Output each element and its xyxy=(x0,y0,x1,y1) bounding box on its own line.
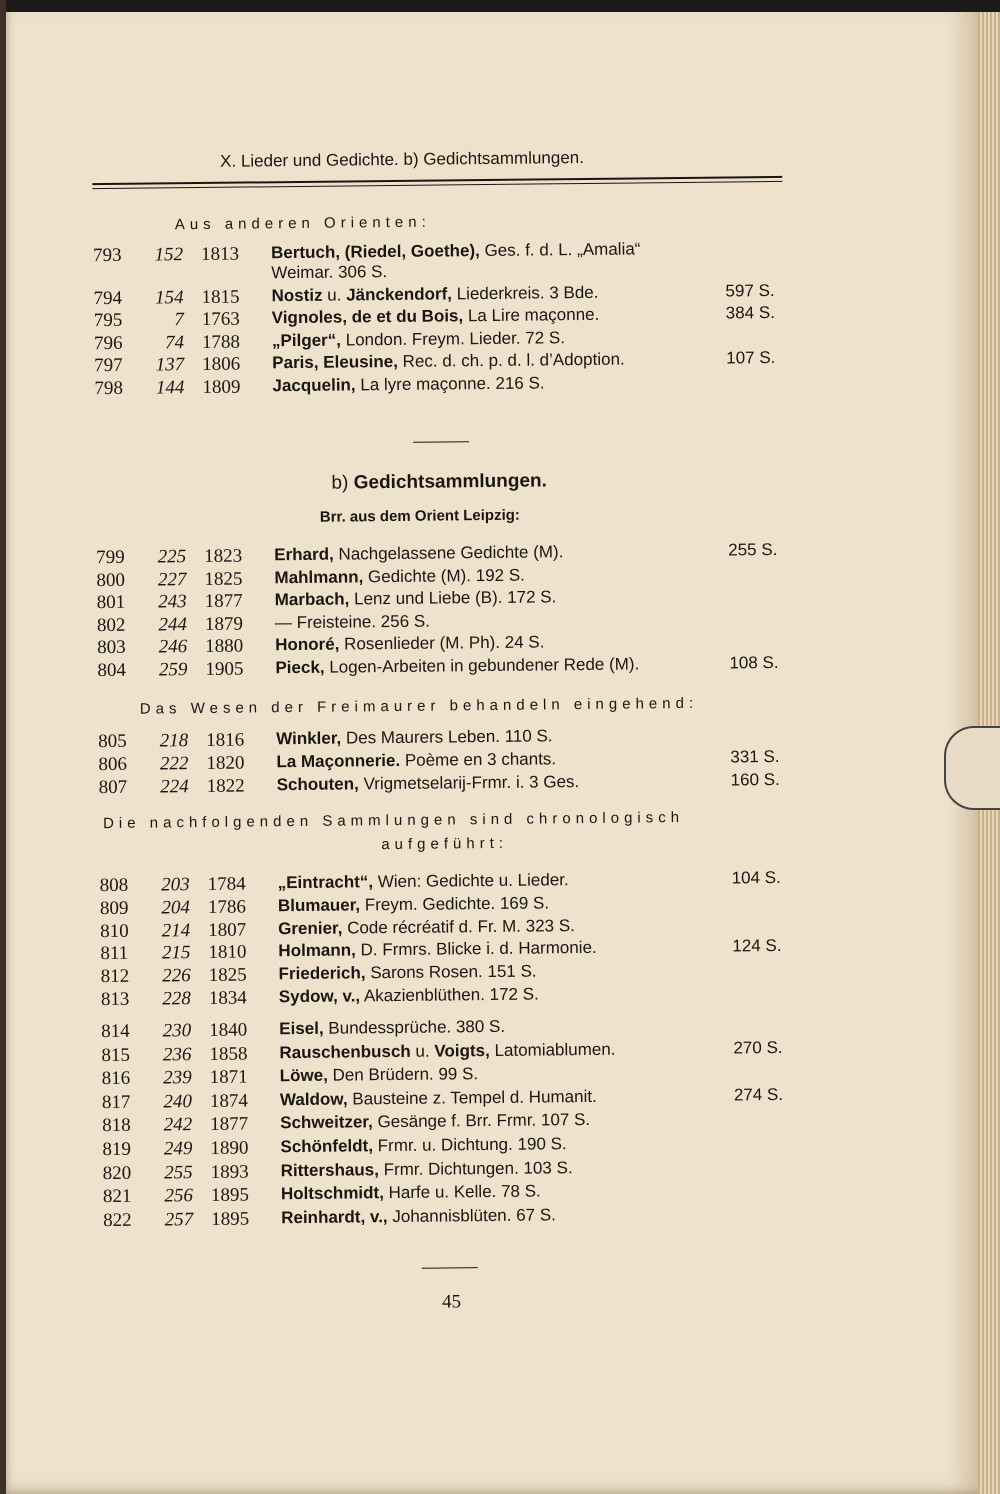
entry-text xyxy=(278,870,569,893)
entry-reference: 203 xyxy=(161,874,190,896)
entry-year: 1806 xyxy=(202,353,241,376)
entry-number: 816 xyxy=(101,1067,131,1090)
entry-number: 817 xyxy=(101,1091,131,1113)
entry-number: 815 xyxy=(101,1044,131,1066)
entry-title: Akazienblüthen. 172 S. xyxy=(360,984,539,1006)
index-tab xyxy=(944,726,1000,810)
entry-title: Rosenlieder (M. Ph). 24 S. xyxy=(339,632,545,654)
entry-reference: 137 xyxy=(155,354,185,376)
entry-title: Des Maurers Leben. 110 S. xyxy=(341,726,553,748)
entry-number: 801 xyxy=(96,592,126,614)
entry-text xyxy=(275,654,639,678)
entry-reference: 226 xyxy=(162,965,191,987)
entry-title: Bundessprüche. 380 S. xyxy=(323,1016,506,1038)
entry-author: La Maçonnerie. xyxy=(276,750,401,772)
book-spine xyxy=(0,0,6,1494)
entry-title: Logen-Arbeiten in gebundener Rede (M). xyxy=(324,654,640,677)
entry-title: Den Brüdern. 99 S. xyxy=(327,1064,479,1085)
entry-number: 800 xyxy=(96,569,126,591)
entry-text xyxy=(280,1110,590,1133)
entry-reference: 215 xyxy=(161,942,191,964)
entry-reference: 249 xyxy=(163,1138,193,1160)
entry-year: 1825 xyxy=(208,964,247,987)
entry-title: Poème en 3 chants. xyxy=(400,749,557,770)
entry-year: 1879 xyxy=(204,613,244,635)
entry-text xyxy=(271,282,598,305)
entry-author: Marbach, xyxy=(274,589,350,610)
entry-reference: 152 xyxy=(154,244,184,266)
entry-text xyxy=(276,726,553,749)
entry-text xyxy=(272,305,600,328)
entry-title: London. Freym. Lieder. 72 S. xyxy=(340,327,566,350)
entry-text xyxy=(275,611,430,633)
entry-text xyxy=(279,985,539,1008)
entry-year: 1823 xyxy=(204,545,243,567)
entry-reference: 230 xyxy=(162,1020,192,1042)
entry-title: Lenz und Liebe (B). 172 S. xyxy=(349,587,557,609)
page-number: 45 xyxy=(441,1291,462,1313)
entry-text xyxy=(278,938,597,961)
entry-text xyxy=(271,239,641,263)
entry-text xyxy=(275,587,557,610)
section-title xyxy=(331,470,547,494)
section-subtitle: Brr. aus dem Orient Leipzig: xyxy=(319,506,520,526)
entry-number: 806 xyxy=(98,753,128,776)
entry-text xyxy=(276,749,556,772)
entry-author: „Eintracht“, xyxy=(277,872,374,893)
entry-reference: 225 xyxy=(157,546,187,568)
entry-title: Freym. Gedichte. 169 S. xyxy=(360,893,550,915)
entry-continuation: Weimar. 306 S. xyxy=(271,262,388,283)
entry-year: 1825 xyxy=(204,568,243,590)
entry-author: Erhard, xyxy=(274,544,334,565)
entry-year: 1784 xyxy=(207,873,246,895)
entry-number: 805 xyxy=(98,730,127,753)
entry-number: 803 xyxy=(97,637,126,659)
entry-year: 1858 xyxy=(209,1043,248,1065)
entry-pages: 331 S. xyxy=(730,746,780,767)
entry-year: 1840 xyxy=(209,1019,248,1041)
entry-text xyxy=(279,1017,505,1039)
entry-title: Vrigmetselarij-Frmr. i. 3 Ges. xyxy=(358,772,580,794)
entry-title: Wien: Gedichte u. Lieder. xyxy=(372,870,569,892)
entry-number: 794 xyxy=(93,287,123,309)
entry-title-2: Liederkreis. 3 Bde. xyxy=(451,282,599,303)
entry-pages: 597 S. xyxy=(725,280,775,301)
entry-year: 1810 xyxy=(208,941,247,964)
entry-year: 1880 xyxy=(205,635,244,658)
entry-text xyxy=(278,893,549,916)
entry-year: 1895 xyxy=(210,1184,250,1207)
entry-reference: 224 xyxy=(160,776,189,798)
entry-author: Friederich, xyxy=(278,963,366,984)
entry-title: Code récréatif d. Fr. M. 323 S. xyxy=(342,915,575,938)
entry-title: u. xyxy=(322,285,347,305)
entry-author: Schouten, xyxy=(276,774,359,795)
entry-author: Rauschenbusch xyxy=(279,1041,411,1062)
entry-number: 802 xyxy=(96,614,126,636)
entry-reference: 246 xyxy=(158,636,188,658)
entry-year: 1834 xyxy=(208,987,247,1009)
entry-year: 1905 xyxy=(205,658,244,680)
section-title-prefix: b) xyxy=(331,472,349,494)
entry-text xyxy=(272,328,565,351)
entry-number: 818 xyxy=(102,1115,131,1137)
entry-author: „Pilger“, xyxy=(271,330,342,351)
entry-reference: 218 xyxy=(159,730,189,752)
entry-title: Gedichte (M). 192 S. xyxy=(363,565,525,586)
entry-title: Nachgelassene Gedichte (M). xyxy=(333,542,564,564)
entry-title: La Lire maçonne. xyxy=(463,305,600,326)
entry-author: Winkler, xyxy=(276,728,342,749)
entry-number: 807 xyxy=(98,776,128,799)
entry-number: 811 xyxy=(100,943,129,965)
entry-title: Gesänge f. Brr. Frmr. 107 S. xyxy=(372,1110,591,1132)
entry-number: 813 xyxy=(100,988,130,1011)
entry-title: Frmr. u. Dichtung. 190 S. xyxy=(372,1134,567,1156)
entry-author: Reinhardt, v., xyxy=(281,1206,388,1228)
entry-title: Frmr. Dichtungen. 103 S. xyxy=(378,1157,573,1179)
entry-reference: 204 xyxy=(161,896,191,919)
entry-year: 1890 xyxy=(210,1137,249,1159)
entry-pages: 270 S. xyxy=(733,1037,783,1058)
entry-number: 798 xyxy=(94,377,124,400)
entry-number: 810 xyxy=(100,920,129,942)
entry-reference: 214 xyxy=(161,919,191,942)
entry-year: 1822 xyxy=(206,775,245,797)
running-head: X. Lieder und Gedichte. b) Gedichtsammlungen. xyxy=(220,147,585,171)
heading-orients: Aus anderen Orienten: xyxy=(174,213,431,234)
entry-reference: 154 xyxy=(154,286,184,309)
entry-author: Grenier, xyxy=(278,918,343,938)
entry-year: 1816 xyxy=(206,729,245,751)
entry-year: 1786 xyxy=(207,896,247,918)
entry-text xyxy=(272,350,625,374)
entry-reference: 239 xyxy=(163,1067,192,1089)
entry-year: 1788 xyxy=(201,331,241,353)
entry-author: Bertuch, (Riedel, Goethe), xyxy=(270,241,480,263)
entry-year: 1809 xyxy=(202,376,241,398)
entry-text xyxy=(272,373,544,396)
entry-text xyxy=(279,962,537,985)
entry-title: — Freisteine. 256 S. xyxy=(274,611,431,633)
entry-number: 808 xyxy=(99,874,129,897)
entry-reference: 256 xyxy=(164,1185,194,1207)
entry-author: Holtschmidt, xyxy=(280,1183,384,1204)
entry-author: Honoré, xyxy=(275,634,340,655)
entry-author-2: Voigts, xyxy=(434,1040,490,1061)
entry-year: 1813 xyxy=(200,243,240,266)
entry-reference: 240 xyxy=(163,1090,193,1113)
entry-pages: 124 S. xyxy=(732,936,782,956)
entry-author: Holmann, xyxy=(278,940,356,961)
entry-author: Löwe, xyxy=(279,1065,328,1086)
entry-text xyxy=(281,1158,573,1181)
entry-reference: 255 xyxy=(164,1161,193,1184)
entry-number: 793 xyxy=(92,244,122,267)
entry-pages: 104 S. xyxy=(731,867,781,888)
entry-year: 1871 xyxy=(209,1066,248,1089)
entry-author: Schweitzer, xyxy=(280,1112,373,1133)
entry-author: Mahlmann, xyxy=(274,566,364,587)
entry-number: 796 xyxy=(93,332,123,354)
entry-year: 1877 xyxy=(204,590,243,613)
entry-text xyxy=(274,542,563,565)
entry-number: 799 xyxy=(96,546,125,569)
entry-title-2: Latomiablumen. xyxy=(489,1039,616,1060)
entry-author: Pieck, xyxy=(275,657,325,678)
entry-author: Rittershaus, xyxy=(280,1159,380,1180)
entry-title: Bausteine z. Tempel d. Humanit. xyxy=(347,1086,597,1109)
entry-text xyxy=(274,565,525,588)
entry-author: Nostiz xyxy=(271,285,323,305)
entry-author: Paris, Eleusine, xyxy=(272,352,399,373)
entry-reference: 236 xyxy=(162,1043,192,1066)
entry-year: 1815 xyxy=(201,286,240,308)
entry-title: La lyre maçonne. 216 S. xyxy=(355,373,545,395)
heading-chrono: Die nachfolgenden Sammlungen sind chronologisch xyxy=(102,808,685,833)
entry-text xyxy=(281,1182,541,1205)
entry-number: 809 xyxy=(99,897,129,919)
entry-author: Jacquelin, xyxy=(272,375,356,396)
entry-reference: 242 xyxy=(163,1114,193,1136)
entry-author-2: Jänckendorf, xyxy=(346,283,453,305)
entry-reference: 227 xyxy=(157,568,187,591)
entry-text xyxy=(280,1064,479,1086)
entry-year: 1895 xyxy=(211,1208,250,1230)
entry-title: D. Frmrs. Blicke i. d. Harmonie. xyxy=(355,938,597,960)
entry-pages: 108 S. xyxy=(729,652,779,673)
entry-year: 1874 xyxy=(209,1090,249,1112)
entry-text xyxy=(279,1039,615,1063)
entry-number: 814 xyxy=(101,1020,130,1043)
entry-author: Vignoles, de et du Bois, xyxy=(271,306,464,328)
entry-year: 1763 xyxy=(201,308,240,331)
entry-pages: 107 S. xyxy=(726,348,776,368)
entry-text xyxy=(275,633,544,656)
entry-title: u. xyxy=(410,1041,435,1061)
entry-year: 1820 xyxy=(206,752,245,774)
entry-number: 820 xyxy=(102,1162,132,1184)
entry-reference: 257 xyxy=(164,1208,194,1231)
entry-number: 804 xyxy=(97,659,127,682)
entry-reference: 7 xyxy=(174,309,184,331)
entry-number: 819 xyxy=(102,1138,132,1161)
entry-pages: 384 S. xyxy=(725,303,775,323)
heading-wesen: Das Wesen der Freimaurer behandeln eingehend: xyxy=(139,694,699,718)
entry-reference: 244 xyxy=(158,613,188,636)
entry-text xyxy=(278,916,575,939)
entry-reference: 144 xyxy=(155,377,185,399)
scan-border xyxy=(0,0,1000,12)
entry-text xyxy=(280,1087,597,1110)
entry-author: Eisel, xyxy=(279,1018,324,1039)
heading-chrono-cont: aufgeführt: xyxy=(381,834,509,854)
entry-author: Waldow, xyxy=(279,1089,348,1110)
entry-reference: 222 xyxy=(159,753,189,775)
entry-number: 821 xyxy=(102,1185,132,1208)
entry-year: 1893 xyxy=(210,1161,249,1183)
entry-text xyxy=(281,1205,556,1228)
entry-title: Rec. d. ch. p. d. l. d’Adoption. xyxy=(397,349,625,372)
section-title-text: Gedichtsammlungen. xyxy=(353,470,547,494)
entry-text xyxy=(277,772,580,795)
entry-author: Blumauer, xyxy=(277,895,361,916)
entry-year: 1877 xyxy=(210,1113,249,1136)
entry-reference: 228 xyxy=(162,988,191,1010)
entry-number: 822 xyxy=(103,1209,132,1231)
entry-year: 1807 xyxy=(208,919,247,941)
entry-reference: 243 xyxy=(158,591,187,613)
entry-title: Sarons Rosen. 151 S. xyxy=(365,961,537,983)
entry-author: Schönfeldt, xyxy=(280,1136,374,1157)
entry-number: 795 xyxy=(93,310,123,332)
entry-number: 797 xyxy=(94,355,123,377)
entry-reference: 74 xyxy=(164,331,185,354)
entry-pages: 255 S. xyxy=(728,539,778,560)
entry-pages: 274 S. xyxy=(733,1084,784,1105)
entry-title: Ges. f. d. L. „Amalia“ xyxy=(479,239,641,261)
entry-reference: 259 xyxy=(158,659,188,681)
entry-text xyxy=(280,1134,566,1157)
entry-number: 812 xyxy=(100,965,130,988)
entry-pages: 160 S. xyxy=(730,769,780,790)
entry-title: Johannisblüten. 67 S. xyxy=(387,1205,556,1226)
entry-author: Sydow, v., xyxy=(278,986,361,1007)
entry-title: Harfe u. Kelle. 78 S. xyxy=(383,1181,541,1203)
